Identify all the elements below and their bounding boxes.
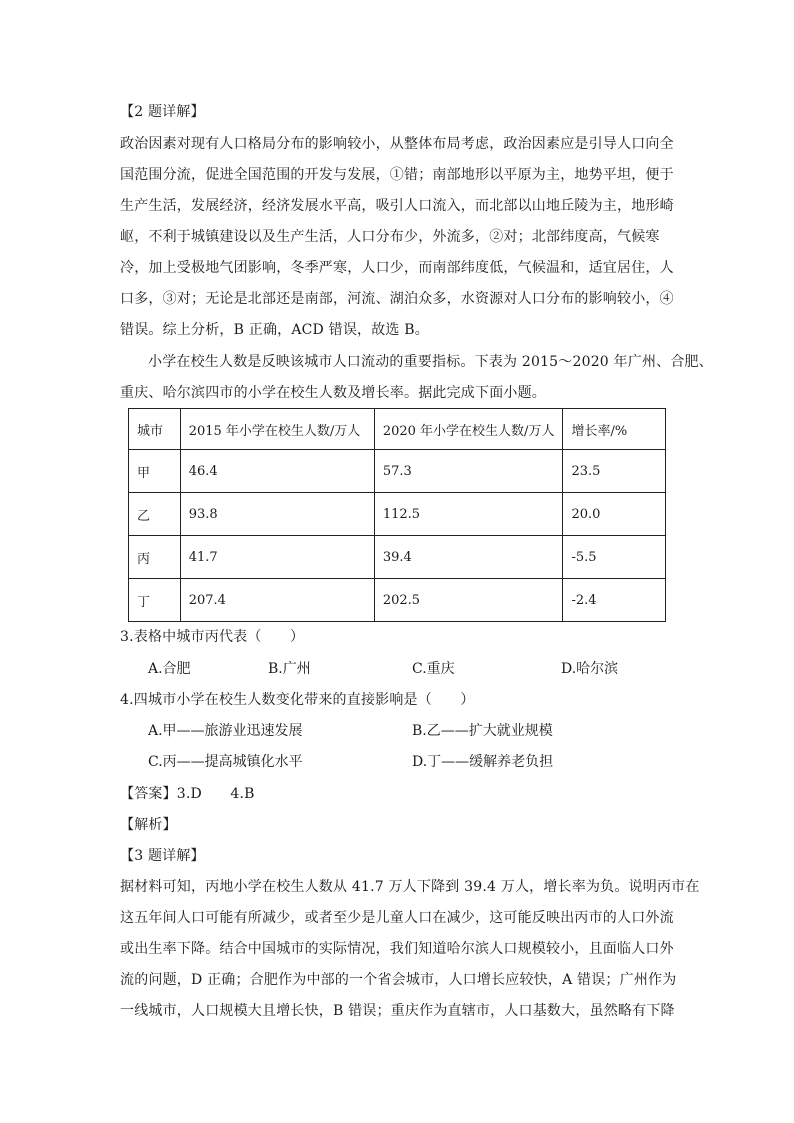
section2-line-2: 国范围分流，促进全国范围的开发与发展，①错；南部地形以平原为主，地势平坦，便于 (120, 167, 674, 183)
table-header-cell: 2015 年小学在校生人数/万人 (180, 409, 374, 450)
question-4-stem: 4.四城市小学在校生人数变化带来的直接影响是（ ） (120, 692, 475, 708)
q4-option-a: A.甲——旅游业迅速发展 (148, 723, 303, 739)
table-header-cell: 城市 (129, 409, 181, 450)
q4-option-d: D.丁——缓解养老负担 (412, 754, 554, 770)
table-cell: -5.5 (563, 536, 666, 579)
q3-option-d: D.哈尔滨 (561, 661, 619, 677)
table-row (129, 493, 666, 536)
section3-line-5: 一线城市，人口规模大且增长快，B 错误；重庆作为直辖市，人口基数大，虽然略有下降 (120, 1003, 675, 1019)
section2-line-5: 冷，加上受极地气团影响，冬季严寒，人口少，而南部纬度低，气候温和，适宜居住，人 (120, 260, 674, 276)
answer-line: 【答案】3.D 4.B (120, 786, 255, 802)
section2-line-4: 岖，不利于城镇建设以及生产生活，人口分布少，外流多，②对；北部纬度高，气候寒 (120, 229, 660, 245)
table-cell: 39.4 (374, 536, 563, 579)
table-cell: 甲 (129, 450, 181, 493)
table-row (129, 579, 666, 622)
section2-heading: 【2 题详解】 (120, 104, 205, 120)
section2-line-7: 错误。综上分析，B 正确，ACD 错误，故选 B。 (120, 322, 429, 338)
table-cell: 57.3 (374, 450, 563, 493)
table-cell: 112.5 (374, 493, 563, 536)
q4-option-c: C.丙——提高城镇化水平 (148, 754, 303, 770)
table-cell: 23.5 (563, 450, 666, 493)
table-row (129, 536, 666, 579)
section2-line-1: 政治因素对现有人口格局分布的影响较小，从整体布局考虑，政治因素应是引导人口向全 (120, 136, 674, 152)
table-cell: 丙 (129, 536, 181, 579)
table-cell: -2.4 (563, 579, 666, 622)
table-cell: 46.4 (180, 450, 374, 493)
section2-line-6: 口多，③对；无论是北部还是南部，河流、湖泊众多，水资源对人口分布的影响较小，④ (120, 291, 674, 307)
intro-line-2: 重庆、哈尔滨四市的小学在校生人数及增长率。据此完成下面小题。 (120, 385, 546, 401)
table-header-cell: 增长率/% (563, 409, 666, 450)
section3-line-3: 或出生率下降。结合中国城市的实际情况，我们知道哈尔滨人口规模较小，且面临人口外 (120, 941, 674, 957)
q3-option-b: B.广州 (268, 661, 311, 677)
question-3-stem: 3.表格中城市丙代表（ ） (120, 629, 305, 645)
table-cell: 41.7 (180, 536, 374, 579)
q3-option-c: C.重庆 (412, 661, 455, 677)
section3-line-4: 流的问题，D 正确；合肥作为中部的一个省会城市，人口增长应较快，A 错误；广州作为 (120, 972, 677, 988)
table-row (129, 450, 666, 493)
analysis-label: 【解析】 (120, 817, 177, 833)
table-header-row (129, 409, 666, 450)
table-cell: 乙 (129, 493, 181, 536)
table-cell: 202.5 (374, 579, 563, 622)
intro-line-1: 小学在校生人数是反映该城市人口流动的重要指标。下表为 2015～2020 年广州、合肥、 (148, 354, 713, 370)
table-cell: 93.8 (180, 493, 374, 536)
table-header-cell: 2020 年小学在校生人数/万人 (374, 409, 563, 450)
section3-line-2: 这五年间人口可能有所减少，或者至少是儿童人口在减少，这可能反映出丙市的人口外流 (120, 910, 674, 926)
student-count-table (128, 408, 666, 622)
table-cell: 20.0 (563, 493, 666, 536)
table-cell: 丁 (129, 579, 181, 622)
q4-option-b: B.乙——扩大就业规模 (412, 723, 553, 739)
q3-option-a: A.合肥 (148, 661, 191, 677)
table-cell: 207.4 (180, 579, 374, 622)
section3-line-1: 据材料可知，丙地小学在校生人数从 41.7 万人下降到 39.4 万人，增长率为负。说明丙市在 (120, 879, 700, 895)
section3-heading: 【3 题详解】 (120, 848, 205, 864)
section2-line-3: 生产生活，发展经济，经济发展水平高，吸引人口流入，而北部以山地丘陵为主，地形崎 (120, 198, 674, 214)
